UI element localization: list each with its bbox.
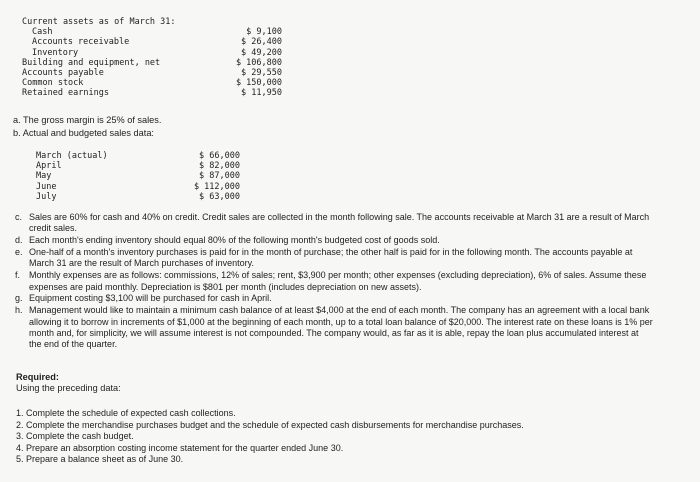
sales-value: $ 112,000: [193, 181, 240, 192]
sales-row: [36, 151, 240, 161]
balance-sheet-label: Inventory: [32, 47, 79, 58]
assumption-item: [13, 270, 653, 293]
assumption-text: Monthly expenses are as follows: commissions, 12% of sales; rent, $3,900 per month; other expenses (excluding depreciation), 6% of sales. Assume these expenses are paid monthly. Depreciation is $801 per month (includes depreciation on new assets).: [29, 270, 647, 292]
assumption-marker: f.: [15, 270, 21, 281]
assumption-item: [13, 212, 653, 235]
assumption-text: Management would like to maintain a minimum cash balance of at least $4,000 at the end of each month. The company has an agreement with a local bank allowing it to borrow in increments of $1,000 at the beginning of each month, up to a total loan balance of $20,000. The interest rate on these loans is 1% per month and, for simplicity, we will assume interest is not compounded. The company would, as far as it is able, repay the loan plus accumulated interest at the end of the quarter.: [29, 305, 653, 350]
assumption-marker: e.: [15, 247, 23, 258]
sales-row: [36, 161, 240, 171]
required-task: 1. Complete the schedule of expected cash collections.: [16, 408, 236, 418]
balance-sheet-row: [22, 88, 282, 98]
balance-sheet-row: [22, 78, 282, 88]
balance-sheet-value: $ 9,100: [246, 27, 282, 38]
assumption-marker: d.: [15, 235, 23, 246]
required-task: 5. Prepare a balance sheet as of June 30.: [16, 454, 184, 464]
required-task: 4. Prepare an absorption costing income statement for the quarter ended June 30.: [16, 442, 344, 453]
balance-sheet-label: Accounts payable: [22, 67, 104, 78]
balance-sheet-value: $ 11,950: [241, 88, 282, 99]
balance-sheet-row: [22, 37, 282, 47]
balance-sheet-row: [22, 58, 282, 68]
assumption-item: [13, 235, 653, 246]
balance-sheet-row: [22, 48, 282, 58]
assumption-text: Equipment costing $3,100 will be purchased for cash in April.: [29, 293, 272, 304]
assumption-text: Each month's ending inventory should equal 80% of the following month's budgeted cost of goods sold.: [29, 235, 440, 246]
required-task: 3. Complete the cash budget.: [16, 431, 134, 441]
sales-month: June: [36, 181, 57, 192]
balance-sheet-value: $ 49,200: [241, 47, 282, 58]
sales-data-table: [36, 151, 240, 202]
sales-row: [36, 171, 240, 181]
sales-value: $ 87,000: [199, 171, 240, 182]
balance-sheet-value: $ 29,550: [241, 67, 282, 78]
balance-sheet-rows: [22, 27, 282, 98]
assumption-text: Sales are 60% for cash and 40% on credit. Credit sales are collected in the month following sale. The accounts receivable at March 31 are a result of March credit sales.: [29, 212, 650, 234]
balance-sheet-label: Cash: [32, 27, 53, 38]
balance-sheet-title-text: Current assets as of March 31:: [22, 17, 176, 27]
sales-value: $ 63,000: [199, 191, 240, 202]
assumption-item: [13, 293, 653, 304]
assumption-marker: g.: [15, 293, 23, 304]
balance-sheet-title: [22, 17, 282, 27]
sales-row: [36, 182, 240, 192]
required-task-list: [16, 408, 524, 466]
assumption-item: [13, 305, 653, 350]
balance-sheet-value: $ 26,400: [241, 37, 282, 48]
balance-sheet-label: Building and equipment, net: [22, 57, 161, 68]
assumptions-list: [13, 212, 653, 351]
balance-sheet-row: [22, 68, 282, 78]
sales-row: [36, 192, 240, 202]
assumption-item: [13, 247, 653, 270]
assumption-text: One-half of a month's inventory purchases is paid for in the month of purchase; the other half is paid for in the following month. The accounts payable at March 31 are the result of March purchases of inventory.: [29, 247, 633, 269]
sales-value: $ 82,000: [199, 161, 240, 172]
sales-month: July: [36, 191, 57, 202]
sales-month: April: [36, 161, 62, 172]
required-task: 2. Complete the merchandise purchases budget and the schedule of expected cash disbursements for merchandise purchases.: [16, 419, 524, 430]
note-b: b. Actual and budgeted sales data:: [13, 127, 154, 138]
balance-sheet-label: Accounts receivable: [32, 37, 130, 48]
required-subheading: Using the preceding data:: [16, 383, 121, 393]
note-a: a. The gross margin is 25% of sales.: [13, 115, 162, 125]
required-heading: Required:: [16, 372, 59, 382]
balance-sheet-value: $ 106,800: [235, 57, 282, 68]
balance-sheet-value: $ 150,000: [235, 78, 282, 89]
sales-month: May: [36, 171, 52, 182]
sales-month: March (actual): [36, 151, 108, 161]
assumption-marker: c.: [15, 212, 23, 222]
balance-sheet-label: Common stock: [22, 78, 84, 89]
sales-value: $ 66,000: [199, 151, 240, 161]
assumption-marker: h.: [15, 305, 23, 316]
balance-sheet-data: [22, 17, 282, 99]
notes-ab: [13, 114, 161, 139]
balance-sheet-row: [22, 27, 282, 37]
balance-sheet-label: Retained earnings: [22, 88, 109, 99]
